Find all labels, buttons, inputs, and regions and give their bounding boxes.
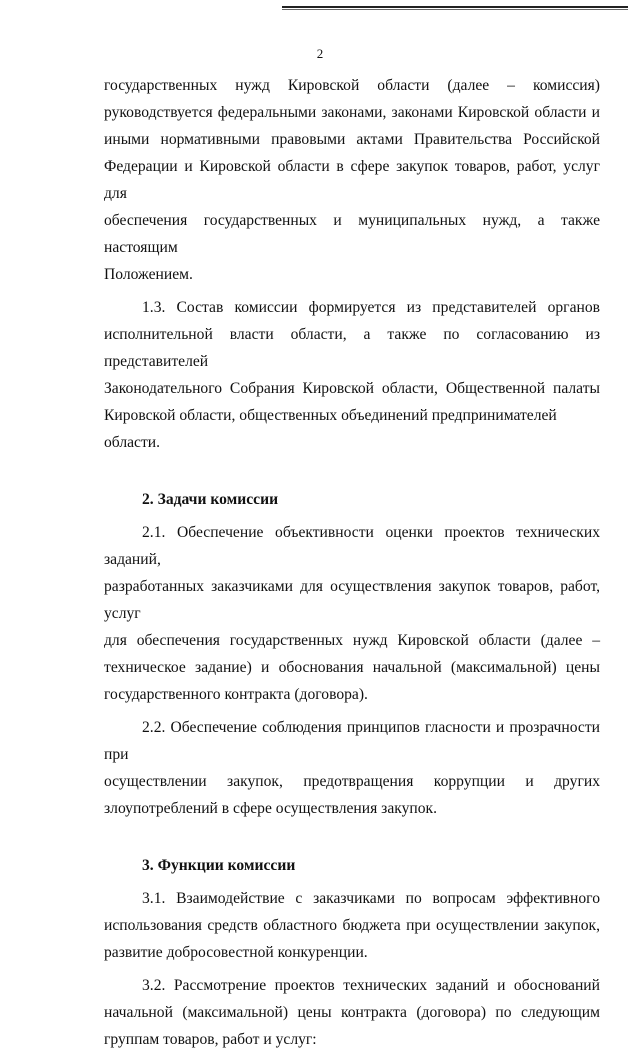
text-line: обеспечения государственных и муниципальных нужд, а также настоящим	[104, 212, 600, 256]
paragraph-2-1	[104, 519, 600, 708]
text-line: развитие добросовестной конкуренции.	[104, 944, 368, 961]
section-heading-2: 2. Задачи комиссии	[142, 491, 279, 508]
text-line: иными нормативными правовыми актами Правительства Российской	[104, 131, 600, 148]
text-line: группам товаров, работ и услуг:	[104, 1031, 317, 1048]
header-rule-thin	[282, 9, 628, 10]
text-line: государственных нужд Кировской области (далее – комиссия)	[104, 77, 600, 94]
document-body	[104, 72, 600, 1053]
text-line: для обеспечения государственных нужд Кировской области (далее –	[104, 632, 600, 649]
text-line: 2.2. Обеспечение соблюдения принципов гласности и прозрачности при	[104, 719, 600, 763]
text-line: Федерации и Кировской области в сфере закупок товаров, работ, услуг для	[104, 158, 600, 202]
paragraph-1-3	[104, 294, 600, 456]
text-line: исполнительной власти области, а также по согласованию из представителей	[104, 326, 600, 370]
text-line: 2.1. Обеспечение объективности оценки проектов технических заданий,	[104, 524, 600, 568]
text-line: 3.2. Рассмотрение проектов технических заданий и обоснований	[142, 977, 600, 994]
text-line: Законодательного Собрания Кировской области, Общественной палаты	[104, 380, 600, 397]
text-line: техническое задание) и обоснования начальной (максимальной) цены	[104, 659, 600, 676]
text-line: государственного контракта (договора).	[104, 686, 368, 703]
paragraph-3-2	[104, 972, 600, 1053]
text-line: использования средств областного бюджета при осуществлении закупок,	[104, 917, 600, 934]
header-rule	[282, 6, 628, 8]
text-line: 1.3. Состав комиссии формируется из представителей органов	[142, 299, 600, 316]
text-line: разработанных заказчиками для осуществления закупок товаров, работ, услуг	[104, 578, 600, 622]
paragraph-continuation	[104, 72, 600, 288]
text-line: начальной (максимальной) цены контракта (договора) по следующим	[104, 1004, 600, 1021]
paragraph-2-2	[104, 714, 600, 822]
text-line: Положением.	[104, 266, 193, 283]
text-line: злоупотреблений в сфере осуществления закупок.	[104, 800, 438, 817]
page-number: 2	[316, 46, 324, 61]
text-line: Кировской области, общественных объединений предпринимателей области.	[104, 407, 557, 451]
section-heading-3: 3. Функции комиссии	[142, 857, 296, 874]
text-line: руководствуется федеральными законами, законами Кировской области и	[104, 104, 600, 121]
text-line: 3.1. Взаимодействие с заказчиками по вопросам эффективного	[142, 890, 600, 907]
text-line: осуществлении закупок, предотвращения коррупции и других	[104, 773, 600, 790]
paragraph-3-1	[104, 885, 600, 966]
